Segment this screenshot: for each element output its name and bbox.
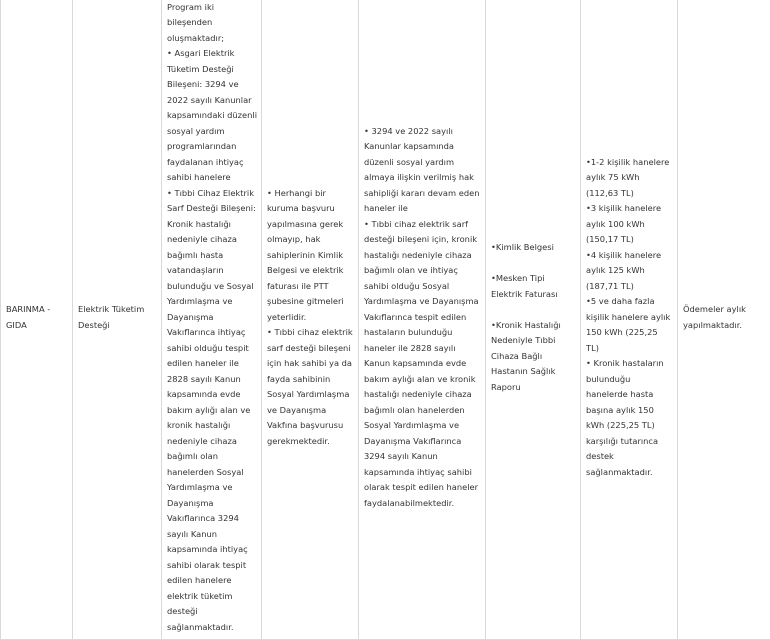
amount-item-5: • Kronik hastaların bulunduğu hanelerde hasta başına aylık 150 kWh (225,25 TL) karşılığı tutarınca destek sağlanmaktadır. [586,356,673,480]
amount-item-2: •3 kişilik hanelere aylık 100 kWh (150,17 TL) [586,201,673,248]
payment-cell [678,0,770,640]
spacer [491,256,576,272]
amounts-cell [581,0,678,640]
category-text: BARINMA - GIDA [6,304,50,330]
table-row [1,0,770,640]
payment-text: Ödemeler aylık yapılmaktadır. [683,304,746,330]
application-cell [262,0,359,640]
document-item-1: •Kimlik Belgesi [491,240,576,256]
description-component-1: • Asgari Elektrik Tüketim Desteği Bileşeni: 3294 ve 2022 sayılı Kanunlar kapsamındaki düzenli sosyal yardım programlarından faydalanan ihtiyaç sahibi hanelere [167,46,257,186]
eligibility-item-2: • Tıbbi cihaz elektrik sarf desteği bileşeni için, kronik hastalığı nedeniyle cihaza bağımlı olan ve ihtiyaç sahibi olduğu Sosyal Yardımlaşma ve Dayanışma Vakıflarınca tespit edilen hastaların bulunduğu haneler ile 2828 sayılı Kanun kapsamında evde bakım aylığı alan ve kronik hastalığı nedeniyle cihaza bağımlı olan hanelerden Sosyal Yardımlaşma ve Dayanışma Vakıflarınca 3294 sayılı Kanun kapsamında ihtiyaç sahibi olarak tespit edilen haneler faydalanabilmektedir. [364,217,481,512]
application-item-1: • Herhangi bir kuruma başvuru yapılmasına gerek olmayıp, hak sahiplerinin Kimlik Belgesi ve elektrik faturası ile PTT şubesine gitmeleri yeterlidir. [267,186,354,326]
application-item-2: • Tıbbi cihaz elektrik sarf desteği bileşeni için hak sahibi ya da fayda sahibinin Sosyal Yardımlaşma ve Dayanışma Vakfına başvurusu gerekmektedir. [267,325,354,449]
eligibility-cell [359,0,486,640]
document-item-2: •Mesken Tipi Elektrik Faturası [491,271,576,302]
description-cell [162,0,262,640]
description-intro: Program iki bileşenden oluşmaktadır; [167,0,257,46]
eligibility-item-1: • 3294 ve 2022 sayılı Kanunlar kapsamında düzenli sosyal yardım almaya ilişkin verilmiş hak sahipliği kararı devam eden haneler ile [364,124,481,217]
category-cell [1,0,73,640]
document-item-3: •Kronik Hastalığı Nedeniyle Tıbbi Cihaza Bağlı Hastanın Sağlık Raporu [491,318,576,396]
spacer [491,302,576,318]
aid-name-cell [73,0,162,640]
amount-item-3: •4 kişilik hanelere aylık 125 kWh (187,71 TL) [586,248,673,295]
aid-name-text: Elektrik Tüketim Desteği [78,304,144,330]
description-component-2: • Tıbbi Cihaz Elektrik Sarf Desteği Bileşeni: Kronik hastalığı nedeniyle cihaza bağımlı hasta vatandaşların bulunduğu ve Sosyal Yardımlaşma ve Dayanışma Vakıflarınca ihtiyaç sahibi olduğu tespit edilen haneler ile 2828 sayılı Kanun kapsamında evde bakım aylığı alan ve kronik hastalığı nedeniyle cihaza bağımlı olan hanelerden Sosyal Yardımlaşma ve Dayanışma Vakıflarınca 3294 sayılı Kanun kapsamında ihtiyaç sahibi olarak tespit edilen hanelere elektrik tüketim desteği sağlanmaktadır. [167,186,257,636]
amount-item-4: •5 ve daha fazla kişilik hanelere aylık 150 kWh (225,25 TL) [586,294,673,356]
amount-item-1: •1-2 kişilik hanelere aylık 75 kWh (112,63 TL) [586,155,673,202]
documents-cell [486,0,581,640]
